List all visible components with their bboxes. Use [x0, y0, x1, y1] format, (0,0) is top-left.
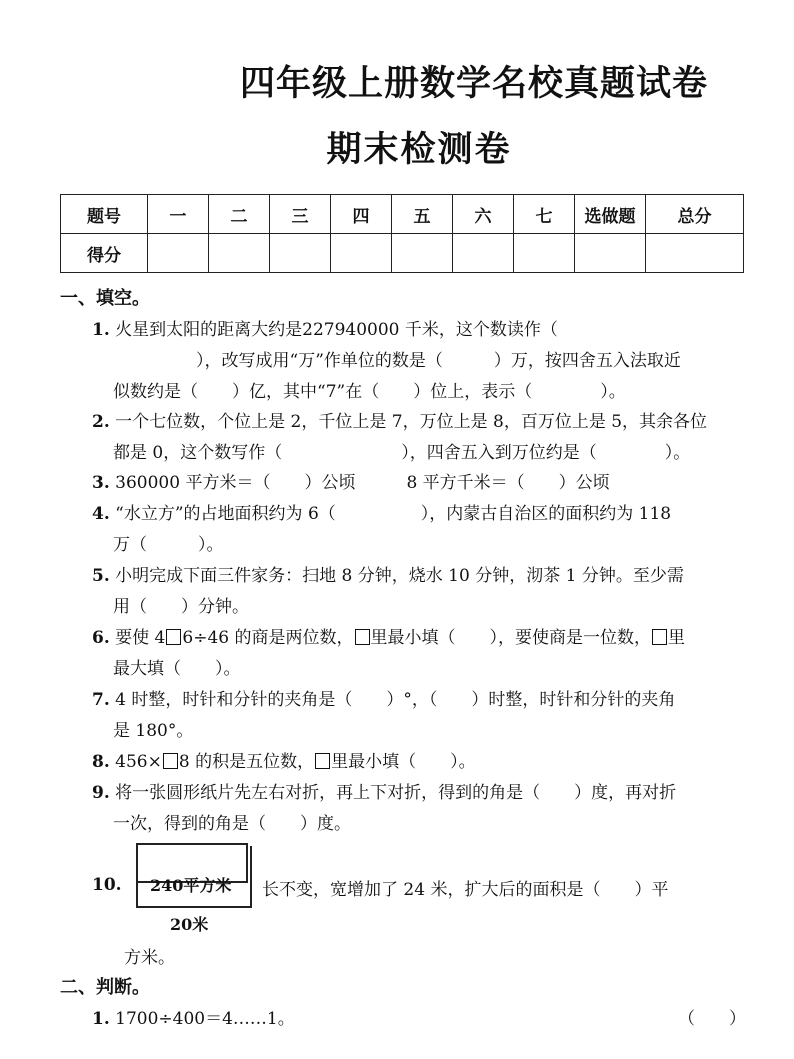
blank-box: [355, 629, 370, 645]
blank-box: [166, 629, 181, 645]
table-row: [61, 234, 744, 273]
table-cell: 三: [270, 195, 331, 234]
question-line: 用（ ）分钟。: [113, 597, 249, 617]
question-line: 最大填（ ）。: [113, 659, 241, 679]
table-cell: 题号: [61, 195, 148, 234]
question-line: 5. 小明完成下面三件家务：扫地 8 分钟，烧水 10 分钟，沏茶 1 分钟。至少需: [92, 566, 684, 586]
question-line: 9. 将一张圆形纸片先左右对折，再上下对折，得到的角是（ ）度，再对折: [92, 783, 677, 803]
score-cell[interactable]: [331, 234, 392, 273]
question-line: 长不变，宽增加了 24 米，扩大后的面积是（ ）平: [262, 880, 669, 900]
table-cell: 六: [453, 195, 514, 234]
score-table: [60, 194, 744, 273]
exam-subtitle: 期末检测卷: [326, 130, 512, 170]
rectangle-area-label: 240平方米: [150, 876, 232, 895]
question-line: 8. 456× 8 的积是五位数， 里最小填（ ）。: [92, 752, 476, 772]
question-line: ），改写成用“万”作单位的数是（ ）万，按四舍五入法取近: [196, 351, 681, 371]
score-cell[interactable]: [148, 234, 209, 273]
question-line: 一次，得到的角是（ ）度。: [113, 814, 351, 834]
score-cell[interactable]: [514, 234, 575, 273]
question-line: 6. 要使 4 6÷46 的商是两位数， 里最小填（ ），要使商是一位数， 里: [92, 628, 685, 648]
question-line: 10.: [92, 875, 122, 895]
score-cell[interactable]: [270, 234, 331, 273]
question-line: 似数约是（ ）亿，其中“7”在（ ）位上，表示（ ）。: [113, 382, 626, 402]
exam-title: 四年级上册数学名校真题试卷: [240, 64, 709, 104]
score-cell[interactable]: [392, 234, 453, 273]
score-cell[interactable]: [646, 234, 744, 273]
question-line: 7. 4 时整，时针和分针的夹角是（ ）°，（ ）时整，时针和分针的夹角: [92, 690, 676, 710]
rectangle-base-label: 20米: [170, 915, 209, 934]
table-cell: 一: [148, 195, 209, 234]
score-cell[interactable]: [575, 234, 646, 273]
blank-box: [652, 629, 667, 645]
blank-box: [315, 753, 330, 769]
question-line: 1. 火星到太阳的距离大约是227940000 千米，这个数读作（: [92, 320, 558, 340]
question-line: 方米。: [124, 948, 175, 968]
answer-paren[interactable]: （ ）: [678, 1009, 746, 1029]
section-heading: 二、判断。: [60, 977, 150, 998]
table-cell: 五: [392, 195, 453, 234]
blank-box: [163, 753, 178, 769]
section-heading: 一、填空。: [60, 288, 150, 309]
table-cell: 总分: [646, 195, 744, 234]
question-line: 是 180°。: [113, 721, 194, 741]
table-cell: 选做题: [575, 195, 646, 234]
table-cell: 二: [209, 195, 270, 234]
table-cell: 得分: [61, 234, 148, 273]
question-line: 2. 一个七位数，个位上是 2，千位上是 7，万位上是 8，百万位上是 5，其余各位: [92, 412, 708, 432]
question-line: 都是 0，这个数写作（ ），四舍五入到万位约是（ ）。: [113, 443, 691, 463]
question-line: 1. 1700÷400＝4……1。: [92, 1009, 295, 1029]
score-cell[interactable]: [209, 234, 270, 273]
question-line: 3. 360000 平方米＝（ ）公顷 8 平方千米＝（ ）公顷: [92, 473, 610, 493]
table-row: [61, 195, 744, 234]
question-line: 4. “水立方”的占地面积约为 6（ ），内蒙古自治区的面积约为 118: [92, 504, 672, 524]
table-cell: 四: [331, 195, 392, 234]
score-cell[interactable]: [453, 234, 514, 273]
question-line: 万（ ）。: [113, 535, 224, 555]
table-cell: 七: [514, 195, 575, 234]
